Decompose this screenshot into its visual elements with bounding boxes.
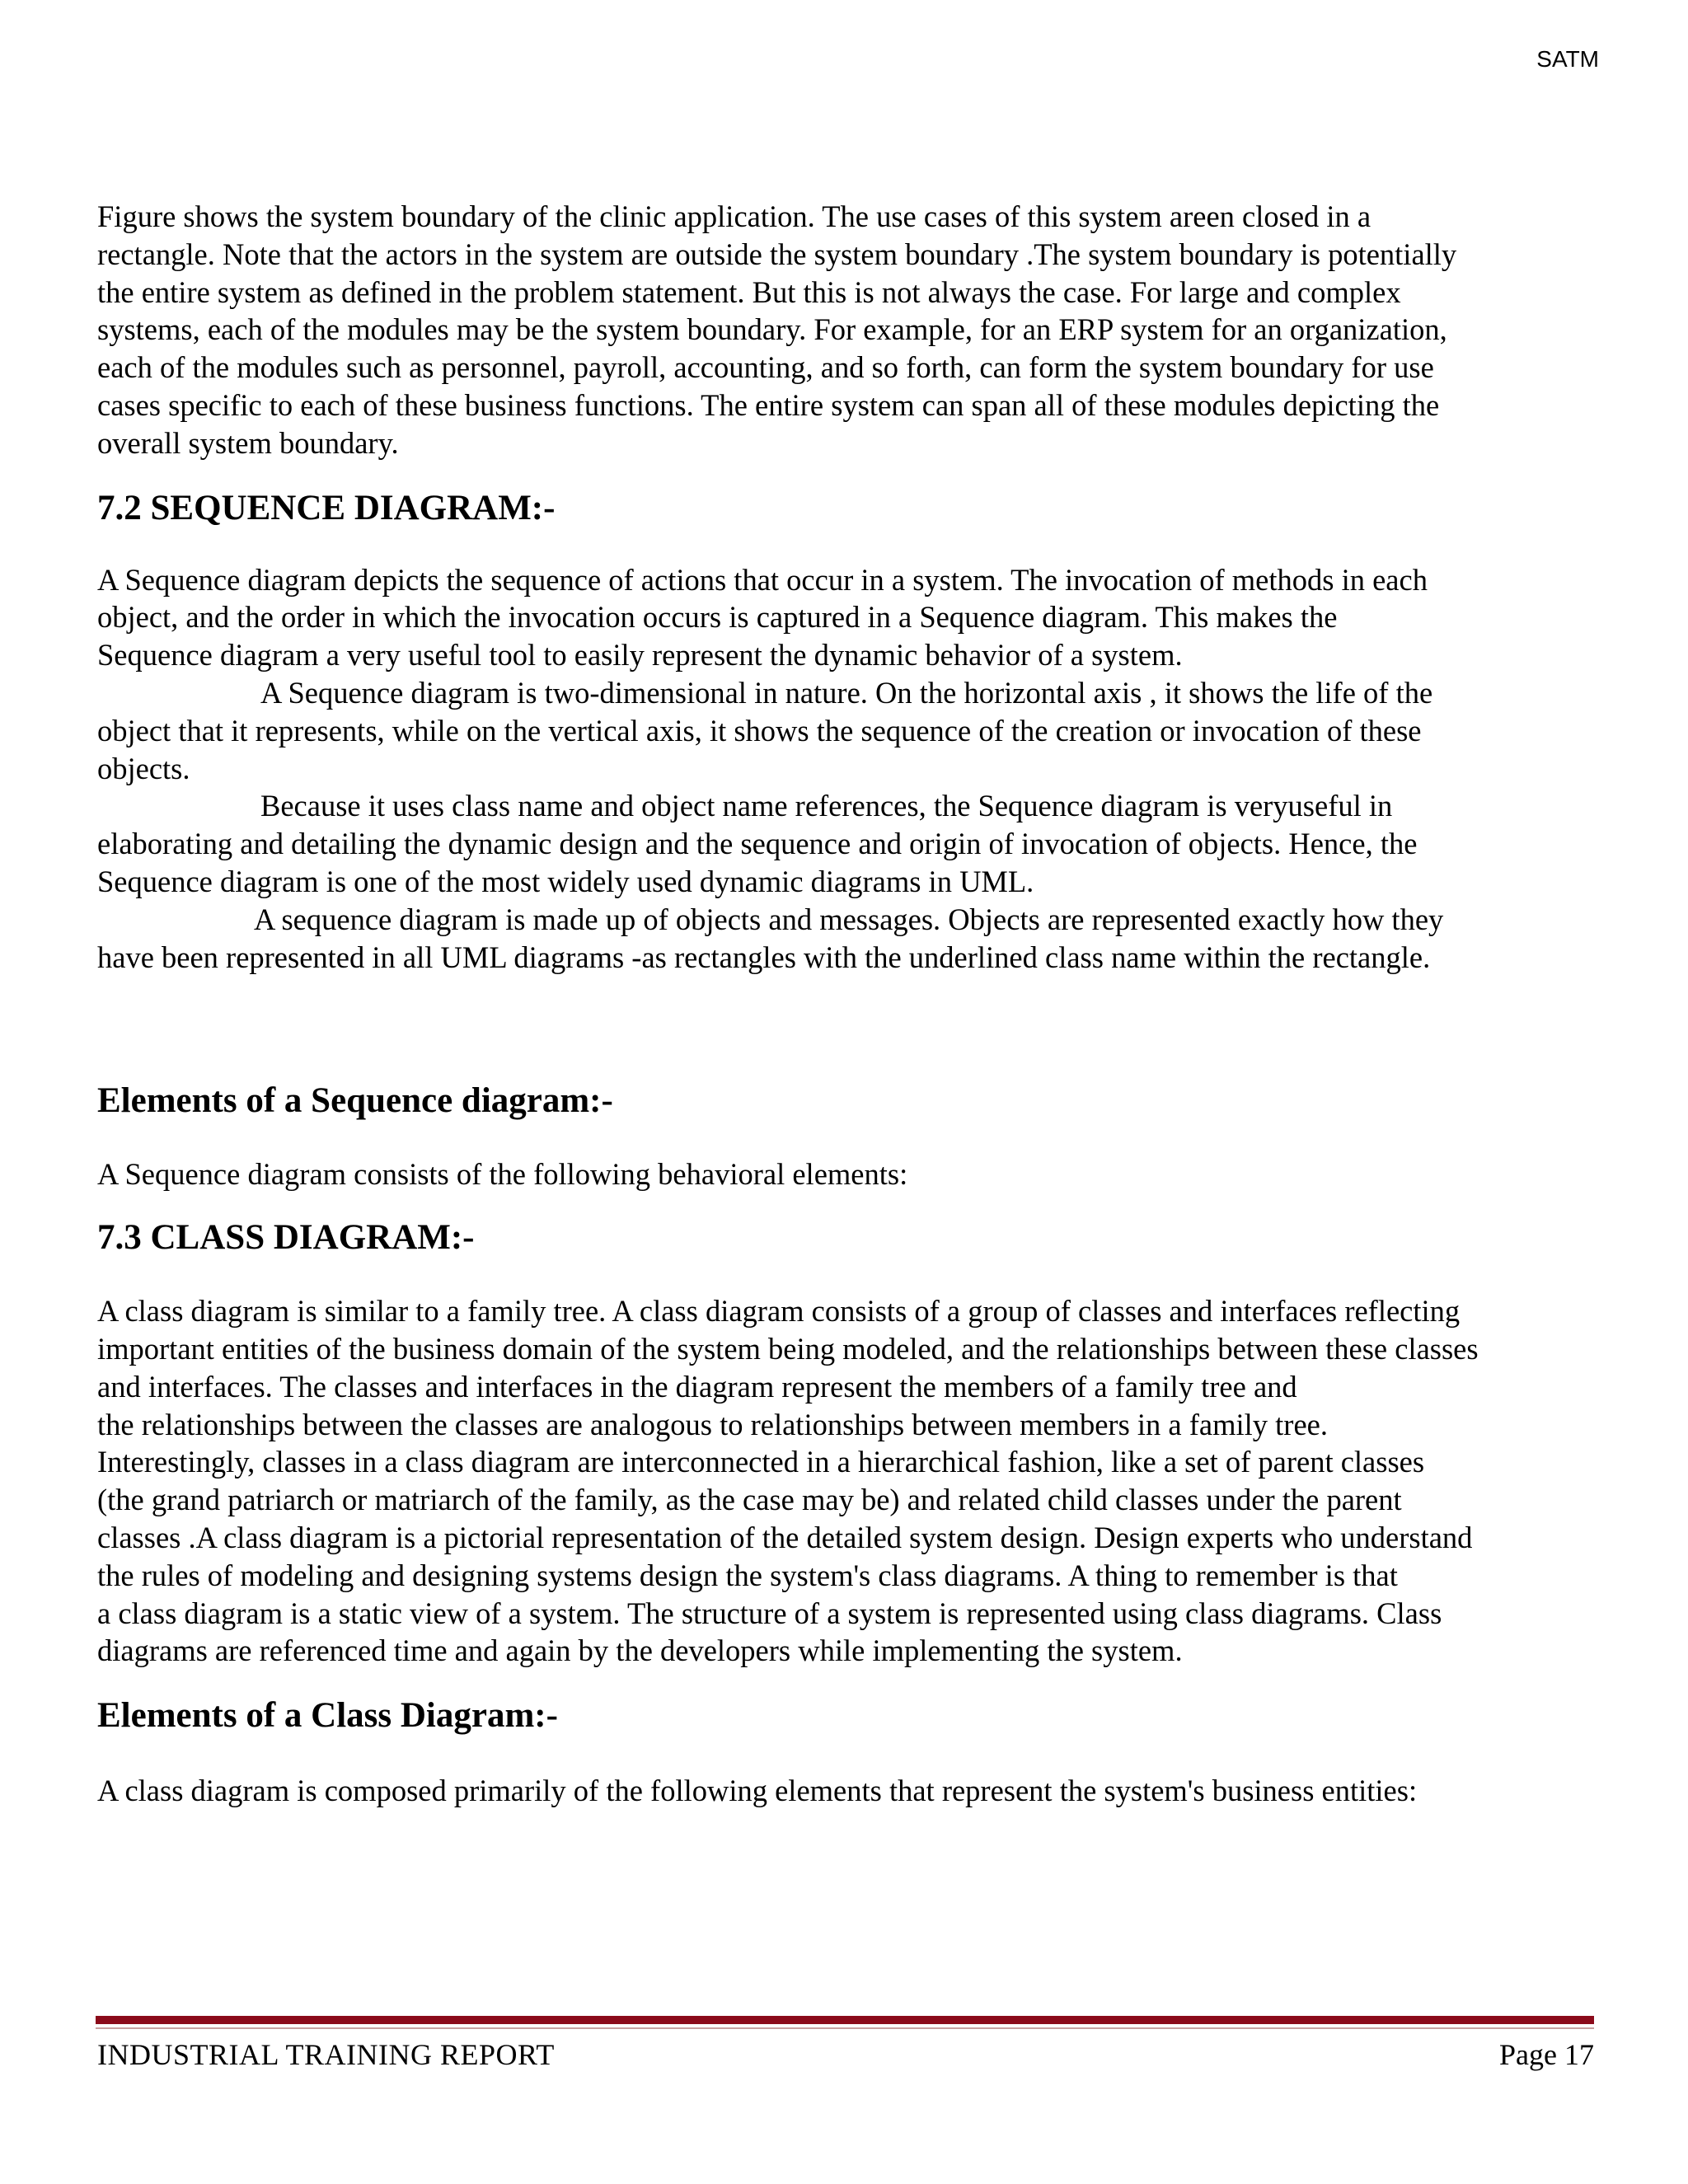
text-line: object that it represents, while on the vertical axis, it shows the sequence of the creation or invocation of these <box>97 713 1422 748</box>
text-line: classes .A class diagram is a pictorial representation of the detailed system design. Design experts who understand <box>97 1520 1473 1554</box>
footer-report-title: INDUSTRIAL TRAINING REPORT <box>97 2038 555 2071</box>
text-line: the entire system as defined in the problem statement. But this is not always the case. For large and complex <box>97 274 1401 309</box>
text-line: A class diagram is similar to a family tree. A class diagram consists of a group of classes and interfaces reflecting <box>97 1294 1461 1329</box>
text-line: diagrams are referenced time and again by the developers while implementing the system. <box>97 1633 1183 1668</box>
sequence-paragraph-4 <box>97 901 1606 977</box>
section-heading-class-elements: Elements of a Class Diagram:- <box>97 1696 558 1736</box>
text-line: important entities of the business domain of the system being modeled, and the relationships between these classes <box>97 1331 1479 1366</box>
text-line: the relationships between the classes are analogous to relationships between members in a family tree. <box>97 1407 1328 1441</box>
text-line: rectangle. Note that the actors in the system are outside the system boundary .The system boundary is potentially <box>97 237 1457 271</box>
footer-page-number: Page 17 <box>1499 2038 1594 2071</box>
section-heading-sequence: 7.2 SEQUENCE DIAGRAM:- <box>97 488 556 527</box>
text-line: elaborating and detailing the dynamic design and the sequence and origin of invocation of objects. Hence, the <box>97 827 1418 861</box>
text-line: Interestingly, classes in a class diagram are interconnected in a hierarchical fashion, like a set of parent classes <box>97 1445 1425 1479</box>
header-institution: SATM <box>1536 46 1599 72</box>
section-heading-sequence-elements: Elements of a Sequence diagram:- <box>97 1081 613 1121</box>
section-heading-class: 7.3 CLASS DIAGRAM:- <box>97 1218 475 1258</box>
text-line: A class diagram is composed primarily of the following elements that represent the system's business entities: <box>97 1774 1418 1808</box>
text-line: A Sequence diagram is two-dimensional in nature. On the horizontal axis , it shows the life of the <box>260 675 1433 710</box>
text-line: overall system boundary. <box>97 425 399 460</box>
text-line: A Sequence diagram consists of the following behavioral elements: <box>97 1157 908 1192</box>
sequence-paragraph-3 <box>97 787 1606 900</box>
text-line: and interfaces. The classes and interfaces in the diagram represent the members of a family tree and <box>97 1369 1297 1404</box>
text-line: Sequence diagram a very useful tool to easily represent the dynamic behavior of a system. <box>97 638 1183 673</box>
text-line: A sequence diagram is made up of objects and messages. Objects are represented exactly how they <box>254 902 1444 936</box>
intro-paragraph <box>97 198 1606 462</box>
text-line: object, and the order in which the invocation occurs is captured in a Sequence diagram. This makes the <box>97 600 1338 635</box>
text-line: each of the modules such as personnel, payroll, accounting, and so forth, can form the system boundary for use <box>97 350 1434 385</box>
text-line: objects. <box>97 751 190 785</box>
sequence-paragraph-2 <box>97 674 1606 787</box>
text-line: a class diagram is a static view of a system. The structure of a system is represented using class diagrams. Class <box>97 1596 1442 1630</box>
text-line: Sequence diagram is one of the most widely used dynamic diagrams in UML. <box>97 864 1034 898</box>
text-line: (the grand patriarch or matriarch of the family, as the case may be) and related child classes under the parent <box>97 1483 1402 1517</box>
text-line: A Sequence diagram depicts the sequence of actions that occur in a system. The invocation of methods in each <box>97 562 1428 597</box>
text-line: cases specific to each of these business functions. The entire system can span all of these modules depicting the <box>97 387 1440 422</box>
footer-rule <box>96 2016 1594 2024</box>
text-line: systems, each of the modules may be the system boundary. For example, for an ERP system for an organization, <box>97 312 1447 347</box>
sequence-paragraph-1 <box>97 561 1606 674</box>
text-line: Figure shows the system boundary of the clinic application. The use cases of this system areen closed in a <box>97 199 1372 233</box>
class-paragraph <box>97 1292 1606 1670</box>
page-body <box>97 198 1606 1810</box>
text-line: have been represented in all UML diagrams -as rectangles with the underlined class name within the rectangle. <box>97 940 1431 974</box>
text-line: Because it uses class name and object name references, the Sequence diagram is veryuseful in <box>260 789 1393 823</box>
text-line: the rules of modeling and designing systems design the system's class diagrams. A thing to remember is that <box>97 1558 1398 1592</box>
sequence-elements-text <box>97 1155 1606 1193</box>
class-elements-text <box>97 1772 1606 1810</box>
footer-rule-thin <box>96 2027 1594 2029</box>
